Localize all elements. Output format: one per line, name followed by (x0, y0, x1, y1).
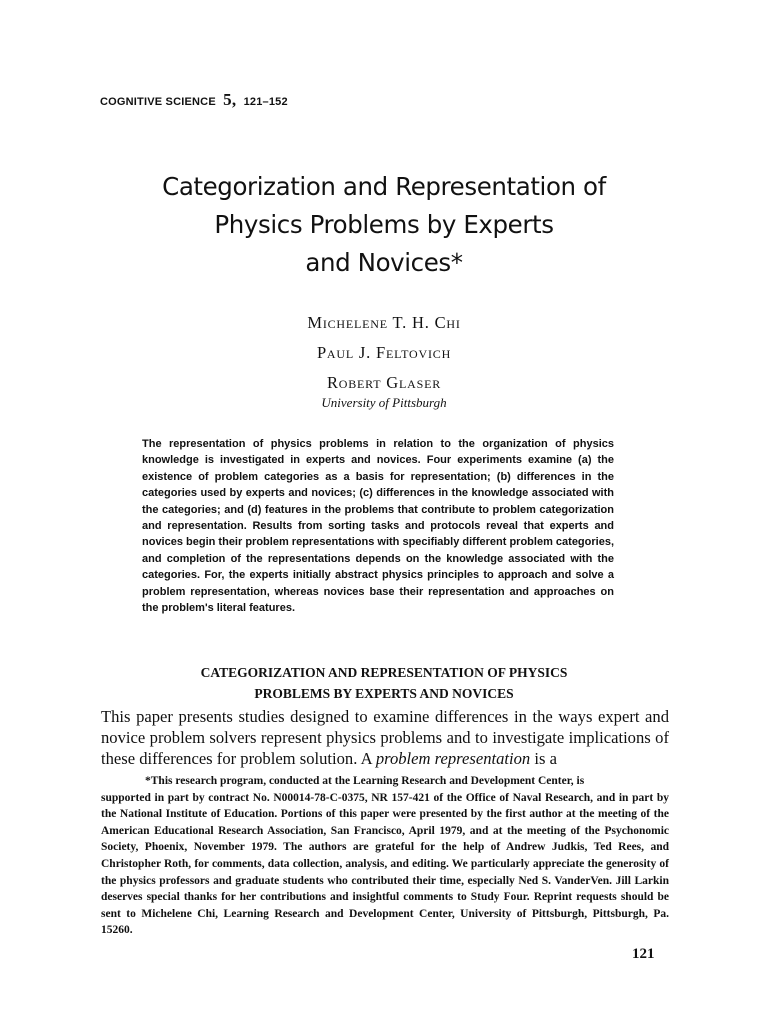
body-paragraph (101, 706, 669, 769)
page-number: 121 (632, 946, 655, 962)
journal-pages: 121–152 (243, 96, 288, 108)
body-emphasis: problem representation (375, 749, 531, 768)
paper-title (120, 168, 648, 282)
journal-volume: 5, (223, 90, 237, 109)
author-name: Paul J. Feltovich (316, 343, 452, 362)
author-block (214, 308, 554, 412)
author-name: Michelene T. H. Chi (307, 313, 461, 332)
journal-header (100, 90, 288, 110)
author-name: Robert Glaser (326, 373, 442, 392)
author-affiliation: University of Pittsburgh (321, 395, 447, 410)
abstract: The representation of physics problems in relation to the organization of physics knowledge is investigated in experts and novices. Four experiments examine (a) the existence of problem categories as a basis for representation; (b) differences in the categories used by experts and novices; (c) differences in the knowledge associated with the categories; and (d) features in the problems that contribute to problem categorization and representation. Results from sorting tasks and protocols reveal that experts and novices begin their problem representations with specifiably different problem categories, and completion of the representations depends on the knowledge associated with the categories. For, the experts initially abstract physics principles to approach and solve a problem representation, whereas novices base their representation and approaches on the problem's literal features. (142, 438, 614, 615)
body-tail: is a (534, 749, 557, 768)
title-line: and Novices* (305, 248, 463, 277)
journal-name: COGNITIVE SCIENCE (100, 96, 216, 108)
section-heading-line: CATEGORIZATION AND REPRESENTATION OF PHYSICS (200, 665, 568, 680)
title-line: Categorization and Representation of (162, 172, 606, 201)
section-heading (100, 662, 668, 704)
footnote-text: supported in part by contract No. N00014-78-C-0375, NR 157-421 of the Office of Naval Research, and in part by the National Institute of Education. Portions of this paper were presented by the first author at the meeting of the American Educational Research Association, San Francisco, April 1979, and at the meeting of the Psychonomic Society, Phoenix, November 1979. The authors are grateful for the help of Andrew Judkis, Ted Rees, and Christopher Roth, for comments, data collection, analysis, and editing. We particularly appreciate the generosity of the physics professors and graduate students who contributed their time, especially Ned S. VanderVen. Jill Larkin deserves special thanks for her contributions and insightful comments to Study Four. Reprint requests should be sent to Michelene Chi, Learning Research and Development Center, University of Pittsburgh, Pittsburgh, Pa. 15260. (101, 791, 669, 937)
section-heading-line: PROBLEMS BY EXPERTS AND NOVICES (254, 686, 514, 701)
footnote-first-line: *This research program, conducted at the Learning Research and Development Center, is (145, 775, 585, 787)
body-text: This paper presents studies designed to examine differences in the ways expert and novice problem solvers represent physics problems and to investigate implications of these differences for problem solution. A (101, 707, 669, 768)
title-line: Physics Problems by Experts (214, 210, 554, 239)
footnote (101, 773, 669, 939)
